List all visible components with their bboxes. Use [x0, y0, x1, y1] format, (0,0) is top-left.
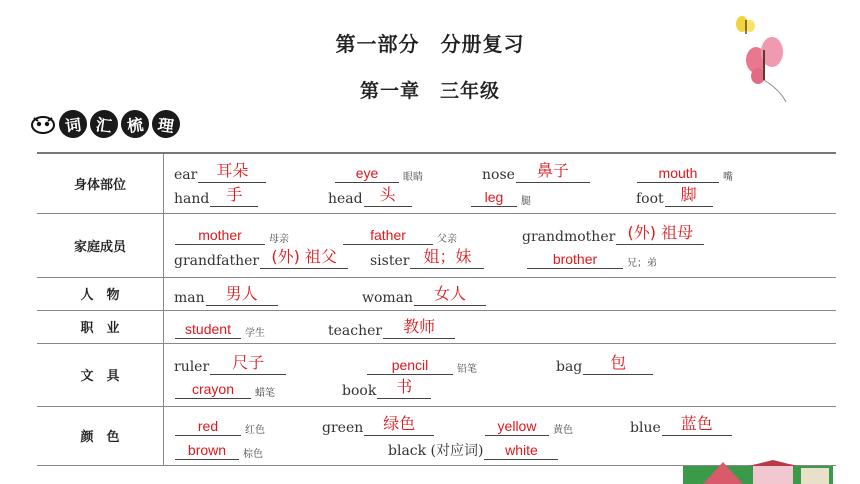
table-row [37, 310, 836, 343]
house-illustration [683, 460, 833, 484]
english-word: bag [556, 358, 583, 375]
english-word: woman [362, 289, 414, 306]
mascot-icon [30, 113, 56, 135]
answer-blank: 包 [583, 352, 653, 375]
english-word: nose [482, 167, 515, 184]
category-label: 职 业 [37, 310, 164, 343]
answer-blank: 蓝色 [662, 413, 732, 436]
answer-blank: leg [471, 188, 517, 207]
word-cell [164, 310, 837, 343]
chinese-hint: 眼睛 [403, 172, 423, 184]
english-word: foot [636, 191, 664, 208]
word-cell [164, 406, 837, 465]
answer-blank: 脚 [665, 184, 713, 207]
table-row [37, 277, 836, 310]
category-label: 家庭成员 [37, 213, 164, 277]
chinese-hint: 蜡笔 [255, 387, 275, 399]
english-word: teacher [328, 322, 383, 339]
english-word: head [328, 191, 363, 208]
answer-blank: mother [175, 226, 265, 245]
english-word: sister [370, 253, 410, 269]
chinese-hint: 红色 [245, 424, 265, 436]
answer-blank: pencil [367, 356, 453, 375]
answer-blank: 绿色 [364, 413, 434, 436]
english-word: book [342, 382, 377, 399]
answer-blank: 姐；妹 [410, 246, 484, 269]
answer-blank: 头 [364, 184, 412, 207]
chinese-hint: 学生 [245, 327, 265, 339]
section-char: 汇 [88, 108, 120, 140]
answer-blank: (外) 祖父 [260, 246, 348, 269]
category-label: 颜 色 [37, 406, 164, 465]
answer-blank: 手 [210, 184, 258, 207]
table-row [37, 153, 836, 213]
chinese-hint: 棕色 [243, 448, 263, 460]
answer-blank: 女人 [414, 283, 486, 306]
answer-blank: eye [335, 164, 399, 183]
answer-blank: 男人 [206, 283, 278, 306]
answer-blank: white [484, 441, 558, 460]
chinese-hint: 母亲 [269, 234, 289, 245]
chinese-hint: 父亲 [437, 234, 457, 245]
answer-blank: brown [175, 441, 239, 460]
answer-blank: 书 [377, 376, 431, 399]
answer-blank: 教师 [383, 316, 455, 339]
english-word: grandmother [522, 229, 616, 245]
butterfly-icon [728, 10, 798, 105]
chinese-hint: 腿 [521, 196, 531, 208]
chinese-hint: 铅笔 [457, 363, 477, 375]
english-word: blue [630, 419, 661, 436]
table-row [37, 213, 836, 277]
english-word: ruler [174, 358, 210, 375]
answer-blank: brother [527, 250, 623, 269]
answer-blank: 耳朵 [198, 160, 266, 183]
chinese-hint: 兄；弟 [627, 258, 657, 269]
section-char: 词 [57, 108, 89, 140]
answer-blank: red [175, 417, 241, 436]
category-label: 身体部位 [37, 153, 164, 213]
english-word: ear [174, 167, 198, 184]
chinese-hint: 黄色 [553, 424, 573, 436]
part-title: 第一部分 分册复习 [335, 32, 525, 56]
answer-blank: 尺子 [210, 352, 286, 375]
word-cell [164, 213, 837, 277]
word-cell [164, 343, 837, 406]
answer-blank: yellow [485, 417, 549, 436]
section-char: 理 [150, 108, 182, 140]
category-label: 文 具 [37, 343, 164, 406]
table-row [37, 343, 836, 406]
answer-blank: father [343, 226, 433, 245]
answer-blank: mouth [637, 164, 719, 183]
english-word: hand [174, 191, 210, 208]
english-word: green [322, 419, 364, 436]
english-word: grandfather [174, 253, 260, 269]
chinese-hint: 嘴 [723, 172, 733, 184]
word-cell [164, 277, 837, 310]
chapter-title: 第一章 三年级 [359, 80, 500, 102]
answer-blank: crayon [175, 380, 251, 399]
answer-blank: student [175, 320, 241, 339]
section-heading [30, 110, 180, 138]
english-word: man [174, 289, 205, 306]
vocabulary-table [37, 152, 836, 466]
table-row [37, 406, 836, 465]
english-word: black (对应词) [388, 442, 484, 459]
word-cell [164, 153, 837, 213]
answer-blank: (外) 祖母 [616, 222, 704, 245]
answer-blank: 鼻子 [516, 160, 590, 183]
category-label: 人 物 [37, 277, 164, 310]
section-char: 梳 [119, 108, 151, 140]
